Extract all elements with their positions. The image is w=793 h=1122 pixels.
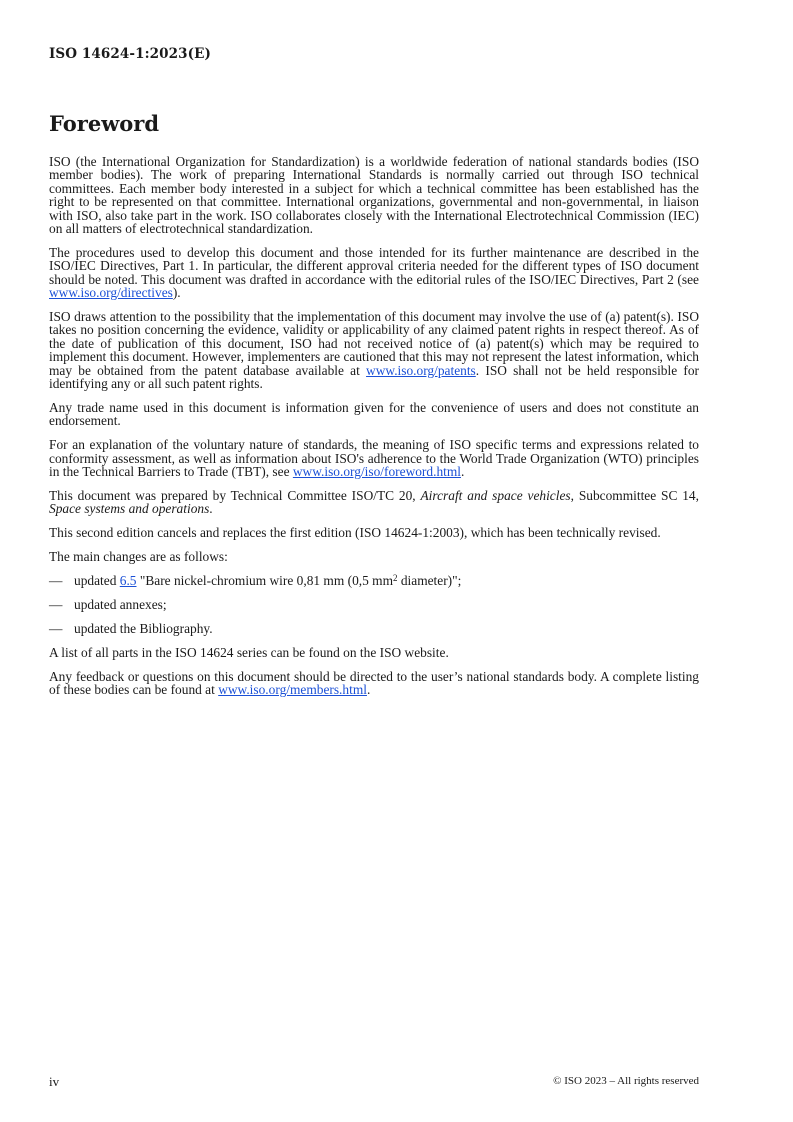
subcommittee-name: Space systems and operations bbox=[49, 501, 210, 517]
paragraph-text: diameter)"; bbox=[397, 573, 462, 589]
paragraph-text: . bbox=[461, 464, 465, 480]
paragraph-text: "Bare nickel-chromium wire 0,81 mm (0,5 mm bbox=[136, 573, 393, 589]
directives-link[interactable]: www.iso.org/directives bbox=[49, 285, 173, 301]
copyright-notice: © ISO 2023 – All rights reserved bbox=[553, 1075, 699, 1087]
list-item-text: updated the Bibliography. bbox=[74, 620, 213, 636]
paragraph-text: updated bbox=[74, 573, 120, 589]
paragraph-text: ISO draws attention to the possibility that the implementation of this document may involve the use of (a) patent(s). ISO takes no position concerning the evidence, validity or applicability of any claimed patent rights in respect thereof. As of the date of publication of this document, ISO had not received notice of (a) patent(s) which may be required to implement this document. However, implementers are cautioned that this may not represent the latest information, which may be obtained from the patent database available at bbox=[49, 309, 699, 378]
list-item-text bbox=[74, 574, 461, 587]
paragraph-text: . bbox=[209, 501, 213, 517]
superscript: 2 bbox=[392, 573, 398, 584]
dash-marker: — bbox=[49, 597, 63, 613]
committee-name: Aircraft and space vehicles bbox=[420, 488, 571, 504]
paragraph-text: For an explanation of the voluntary nature of standards, the meaning of ISO specific terms and expressions related to conformity assessment, as well as information about ISO's adherence to the World Trade Organization (WTO) principles in the Technical Barriers to Trade (TBT), see bbox=[49, 437, 699, 480]
members-link[interactable]: www.iso.org/members.html bbox=[218, 682, 367, 698]
dash-marker: — bbox=[49, 573, 63, 589]
foreword-body bbox=[49, 155, 699, 707]
paragraph-text: . ISO shall not be held responsible for identifying any or all such patent rights. bbox=[49, 362, 699, 392]
paragraph-text: ). bbox=[172, 285, 181, 301]
paragraph-iso-intro: ISO (the International Organization for Standardization) is a worldwide federation of national standards bodies (ISO member bodies). The work of preparing International Standards is normally carried out through ISO technical committees. Each member body interested in a subject for which a technical committee has been established has the right to be represented on that committee. International organizations, governmental and non-governmental, in liaison with ISO, also take part in the work. ISO collaborates closely with the International Electrotechnical Commission (IEC) on all matters of electrotechnical standardization. bbox=[49, 154, 699, 237]
paragraph-text: This document was prepared by Technical Committee ISO/TC 20, bbox=[49, 488, 421, 504]
patents-link[interactable]: www.iso.org/patents bbox=[366, 362, 476, 378]
paragraph-patents bbox=[49, 310, 699, 390]
paragraph-text: Any feedback or questions on this document should be directed to the user’s national standards body. A complete listing of these bodies can be found at bbox=[49, 668, 699, 698]
paragraph-main-changes: The main changes are as follows: bbox=[49, 549, 228, 565]
paragraph-text: . bbox=[366, 682, 371, 698]
paragraph-committee bbox=[49, 489, 699, 516]
paragraph-text: The procedures used to develop this document and those intended for its further maintenance are described in the ISO/IEC Directives, Part 1. In particular, the different approval criteria needed for the different types of ISO document should be noted. This document was drafted in accordance with the editorial rules of the ISO/IEC Directives, Part 2 (see bbox=[49, 244, 699, 287]
document-id: ISO 14624-1:2023(E) bbox=[49, 46, 212, 62]
list-item bbox=[49, 574, 699, 587]
list-item-text: updated annexes; bbox=[74, 597, 167, 613]
paragraph-feedback bbox=[49, 670, 699, 697]
paragraph-series: A list of all parts in the ISO 14624 series can be found on the ISO website. bbox=[49, 644, 449, 660]
paragraph-edition: This second edition cancels and replaces the first edition (ISO 14624-1:2003), which has been technically revised. bbox=[49, 525, 661, 541]
page-number: iv bbox=[49, 1074, 60, 1089]
list-item bbox=[49, 598, 699, 611]
foreword-link[interactable]: www.iso.org/iso/foreword.html bbox=[292, 464, 461, 480]
list-item bbox=[49, 622, 699, 635]
clause-6-5-link[interactable]: 6.5 bbox=[119, 573, 137, 589]
paragraph-procedures bbox=[49, 246, 699, 300]
dash-marker: — bbox=[49, 620, 63, 636]
paragraph-trade-name: Any trade name used in this document is information given for the convenience of users and does not constitute an endorsement. bbox=[49, 400, 699, 429]
paragraph-voluntary-nature bbox=[49, 438, 699, 478]
paragraph-text: , Subcommittee SC 14, bbox=[570, 488, 699, 504]
page-title: Foreword bbox=[49, 111, 160, 136]
